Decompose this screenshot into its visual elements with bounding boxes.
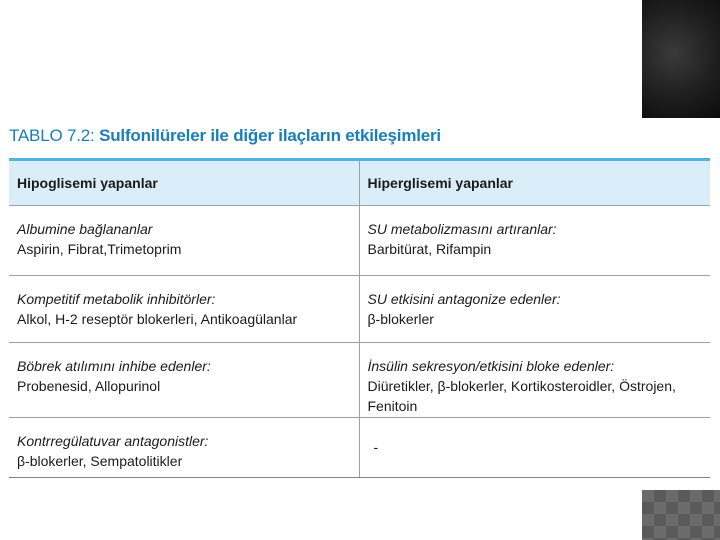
drug-list: β-blokerler, Sempatolitikler	[17, 453, 183, 469]
drug-list: Probenesid, Allopurinol	[17, 378, 161, 394]
table-cell	[359, 276, 710, 343]
category-label: Albumine bağlananlar	[17, 221, 153, 237]
header-hypoglycemia: Hipoglisemi yapanlar	[9, 161, 359, 206]
corner-decoration-bottom	[642, 490, 720, 540]
category-label: Kompetitif metabolik inhibitörler:	[17, 291, 216, 307]
interaction-table	[9, 161, 710, 478]
table-title	[9, 126, 441, 146]
drug-list: Alkol, H-2 reseptör blokerleri, Antikoagülanlar	[17, 311, 298, 327]
category-label: SU metabolizmasını artıranlar:	[367, 221, 557, 237]
corner-decoration-top	[642, 0, 720, 118]
table-cell	[359, 418, 710, 478]
category-label: Kontrregülatuvar antagonistler:	[17, 433, 209, 449]
table-cell	[9, 343, 359, 418]
table-title-text: Sulfonilüreler ile diğer ilaçların etkileşimleri	[99, 126, 441, 145]
drug-list: β-blokerler	[367, 311, 434, 327]
table-cell	[9, 276, 359, 343]
category-label: SU etkisini antagonize edenler:	[367, 291, 561, 307]
empty-dash: -	[373, 439, 379, 455]
drug-list: Aspirin, Fibrat,Trimetoprim	[17, 241, 182, 257]
drug-list: Barbitürat, Rifampin	[367, 241, 492, 257]
table-cell	[359, 343, 710, 418]
table-row	[9, 418, 710, 478]
category-label: İnsülin sekresyon/etkisini bloke edenler:	[367, 358, 615, 374]
table-title-number: TABLO 7.2:	[9, 126, 95, 145]
table-row	[9, 206, 710, 276]
drug-list: Diüretikler, β-blokerler, Kortikosteroidler, Östrojen, Fenitoin	[367, 378, 676, 414]
category-label: Böbrek atılımını inhibe edenler:	[17, 358, 211, 374]
table-row	[9, 276, 710, 343]
table-cell	[9, 418, 359, 478]
table-cell	[359, 206, 710, 276]
table-cell	[9, 206, 359, 276]
table-header-row	[9, 161, 710, 206]
table-row	[9, 343, 710, 418]
header-hyperglycemia: Hiperglisemi yapanlar	[359, 161, 710, 206]
